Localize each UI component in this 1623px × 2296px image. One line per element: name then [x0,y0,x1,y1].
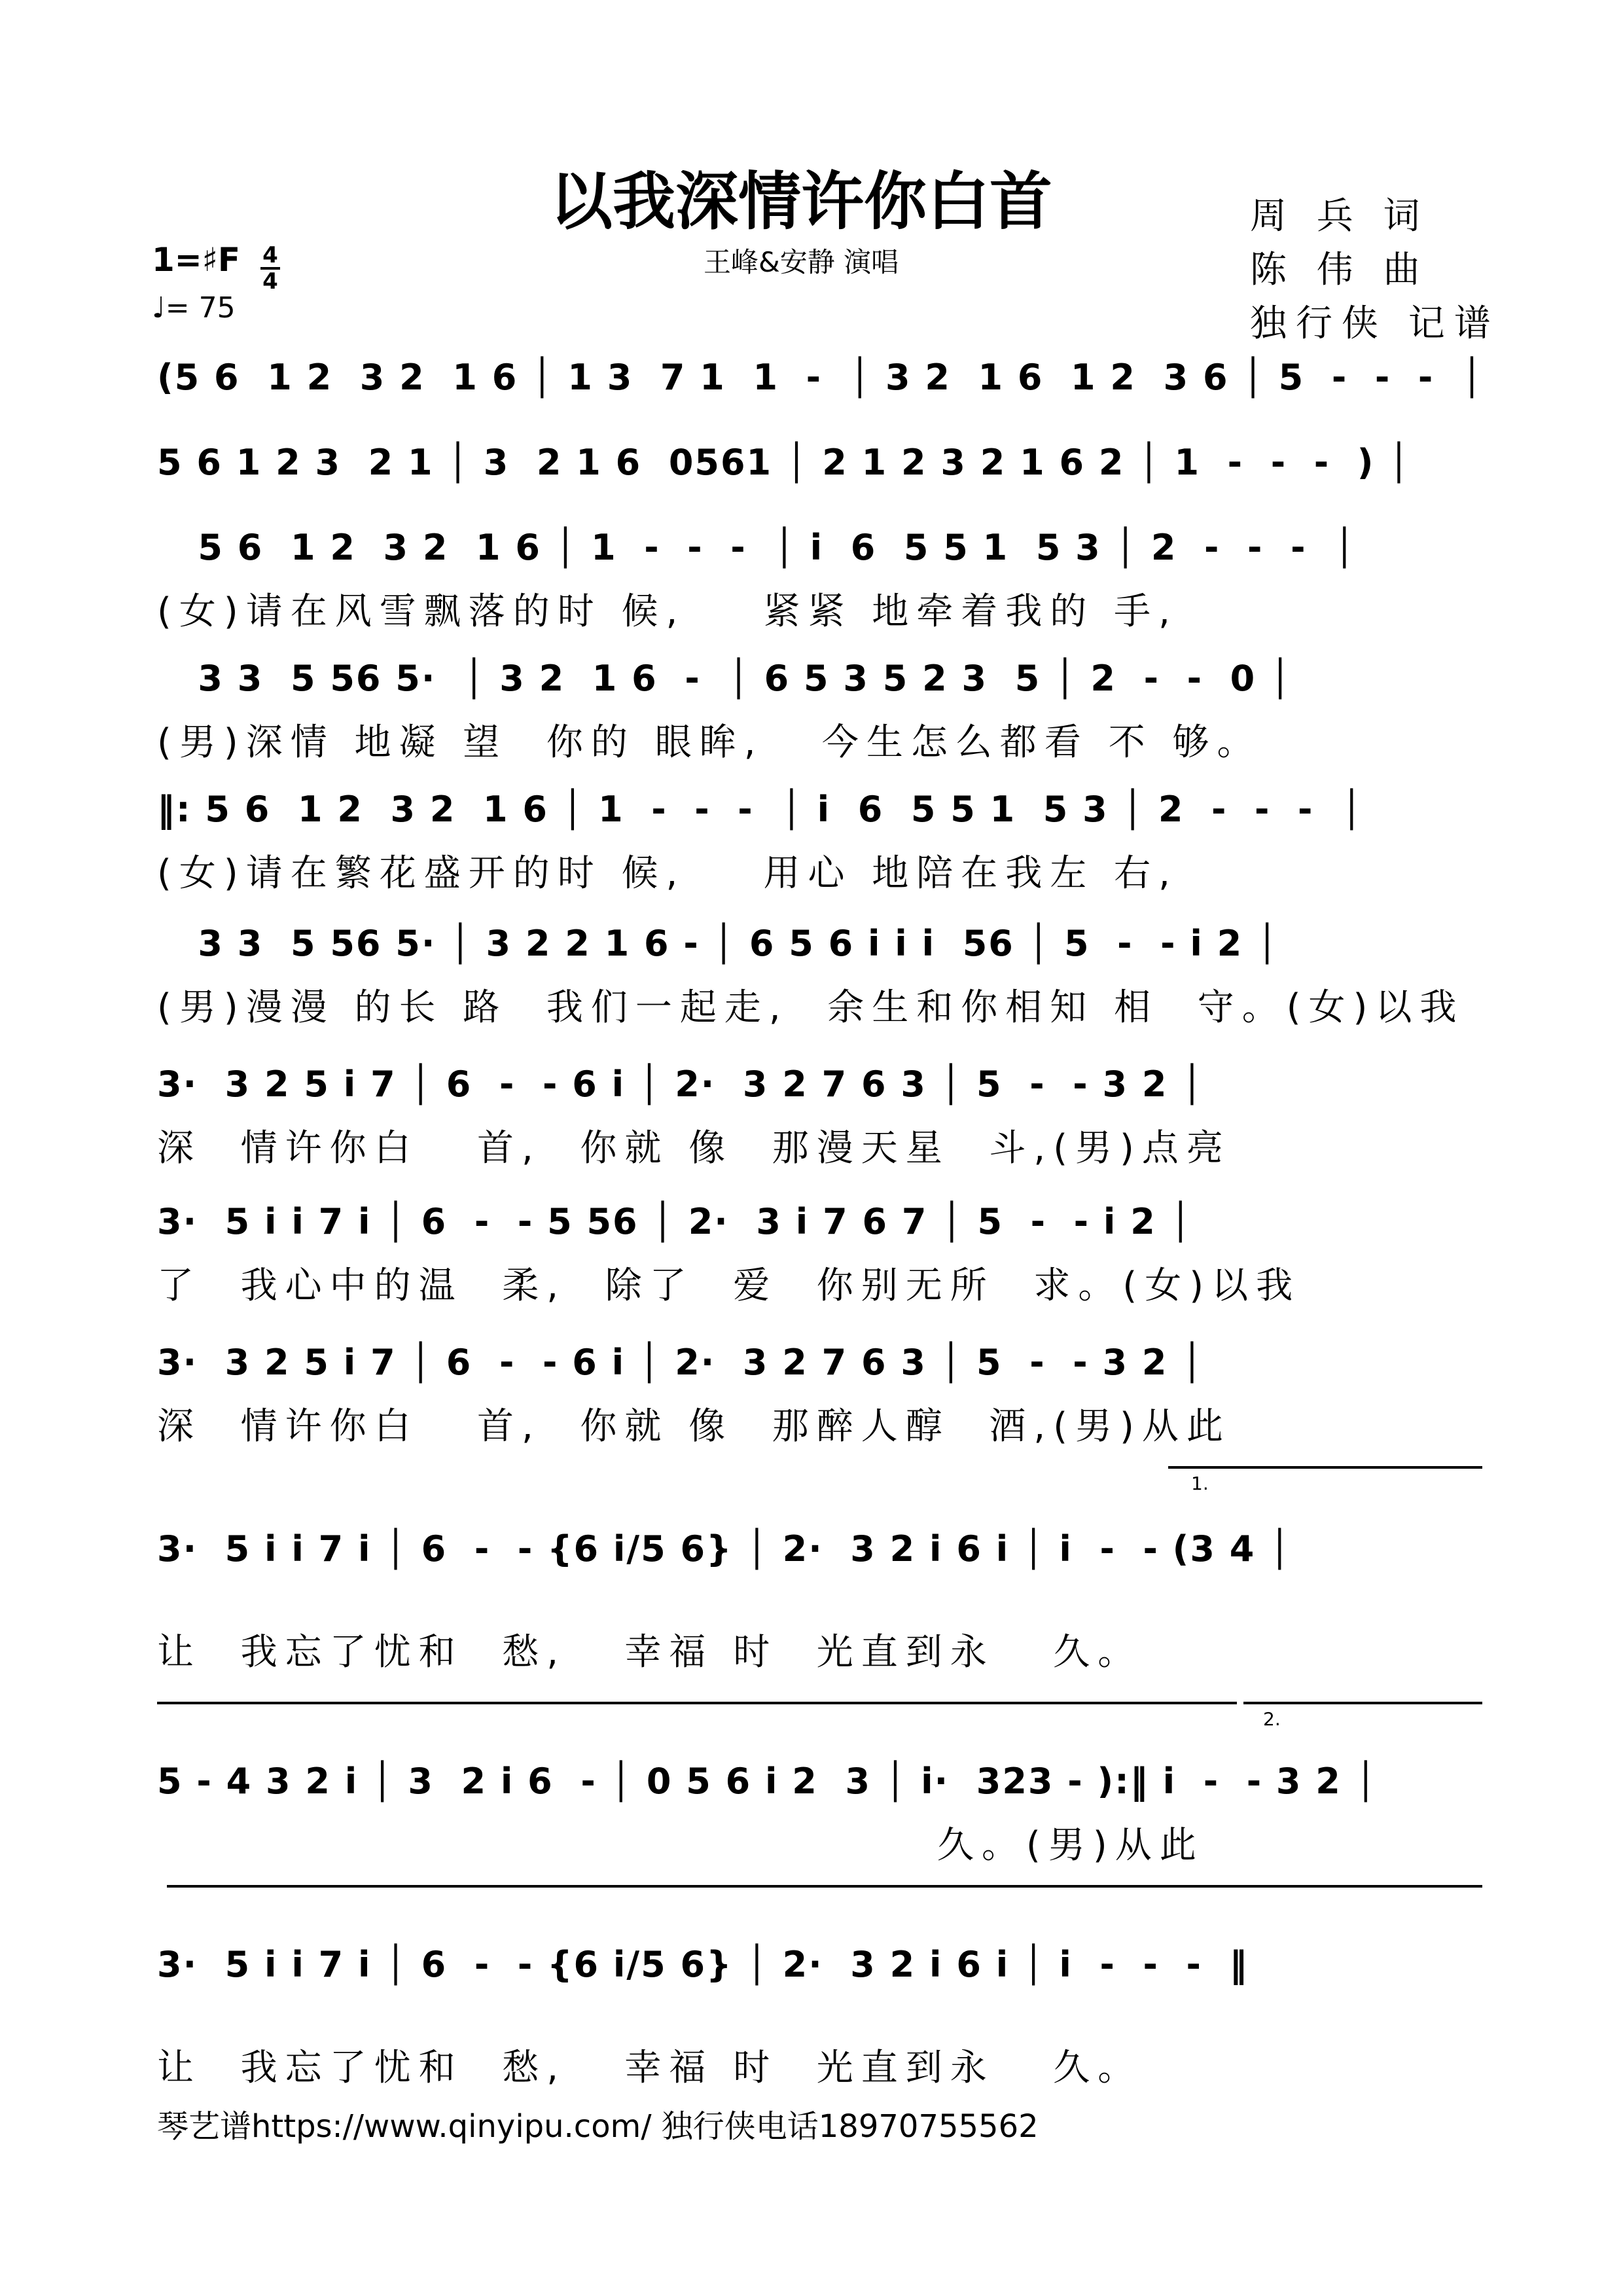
notes-line: 3 3 5 56 5· │ 3 2 1 6 - │ 6 5 3 5 2 3 5 │ 2 - - 0 │ [157,658,1293,699]
key-signature: 1=♯F [152,241,241,279]
notes-line: (5 6 1 2 3 2 1 6 │ 1 3 7 1 1 - │ 3 2 1 6 1 2 3 6 │ 5 - - - │ [157,357,1484,398]
lyrics-line: (女)请在风雪飘落的时 候, 紧紧 地牵着我的 手, [157,590,1178,633]
notes-line: 3 3 5 56 5· │ 3 2 2 1 6 - │ 6 5 6 i i i 56 │ 5 - - i 2 │ [157,923,1279,964]
volta-2-label: 2. [1263,1708,1281,1730]
lyrics-line: (男)深情 地凝 望 你的 眼眸, 今生怎么都看 不 够。 [157,721,1262,764]
notes-line: 3· 5 i i 7 i │ 6 - - {6 i/5 6} │ 2· 3 2 i 6 i │ i - - (3 4 │ [157,1528,1292,1570]
footer-text: 琴艺谱https://www.qinyipu.com/ 独行侠电话18970755562 [157,2108,1039,2145]
composer: 陈 伟 曲 [1250,249,1429,291]
notes-line: 5 6 1 2 3 2 1 6 │ 1 - - - │ i 6 5 5 1 5 3 │ 2 - - - │ [157,527,1357,568]
notes-line: 3· 5 i i 7 i │ 6 - - {6 i/5 6} │ 2· 3 2 i 6 i │ i - - - ‖ [157,1944,1249,1985]
lyrics-line: (男)漫漫 的长 路 我们一起走, 余生和你相知 相 守。(女)以我 [157,986,1465,1029]
volta-1-bracket [1168,1466,1482,1469]
notes-line: 3· 3 2 5 i 7 │ 6 - - 6 i │ 2· 3 2 7 6 3 │ 5 - - 3 2 │ [157,1064,1204,1105]
lyrics-line: 深 情许你白 首, 你就 像 那醉人醇 酒,(男)从此 [157,1405,1231,1448]
time-signature [260,243,280,293]
singers: 王峰&安静 演唱 [704,246,899,278]
repeat-bracket-line [157,1702,1237,1704]
lyricist: 周 兵 词 [1250,195,1429,238]
volta-1-label: 1. [1191,1473,1209,1494]
lyrics-line: 让 我忘了忧和 愁, 幸福 时 光直到永 久。 [157,2047,1143,2089]
credits [1250,190,1500,351]
time-signature-top: 4 [262,242,278,268]
tempo: ♩= 75 [152,291,236,325]
volta-2-bracket [1243,1702,1482,1704]
lyrics-line: 了 我心中的温 柔, 除了 爱 你别无所 求。(女)以我 [157,1265,1301,1307]
lyrics-line: 久。(男)从此 [157,1824,1204,1867]
song-title: 以我深情许你白首 [550,164,1052,238]
notes-line: 5 6 1 2 3 2 1 │ 3 2 1 6 0561 │ 2 1 2 3 2 1 6 2 │ 1 - - - ) │ [157,442,1411,483]
notes-line: ‖: 5 6 1 2 3 2 1 6 │ 1 - - - │ i 6 5 5 1 5 3 │ 2 - - - │ [157,789,1364,830]
lyrics-line: (女)请在繁花盛开的时 候, 用心 地陪在我左 右, [157,852,1178,895]
transcriber: 独行侠 记谱 [1250,302,1500,345]
coda-bracket-line [167,1885,1482,1888]
lyrics-line: 让 我忘了忧和 愁, 幸福 时 光直到永 久。 [157,1631,1143,1674]
notes-line: 3· 3 2 5 i 7 │ 6 - - 6 i │ 2· 3 2 7 6 3 │ 5 - - 3 2 │ [157,1342,1204,1383]
notes-line: 3· 5 i i 7 i │ 6 - - 5 56 │ 2· 3 i 7 6 7 │ 5 - - i 2 │ [157,1201,1193,1242]
notes-line: 5 - 4 3 2 i │ 3 2 i 6 - │ 0 5 6 i 2 3 │ i· 323 - ):‖ i - - 3 2 │ [157,1761,1378,1802]
lyrics-line: 深 情许你白 首, 你就 像 那漫天星 斗,(男)点亮 [157,1127,1231,1170]
time-signature-bottom: 4 [262,268,278,295]
